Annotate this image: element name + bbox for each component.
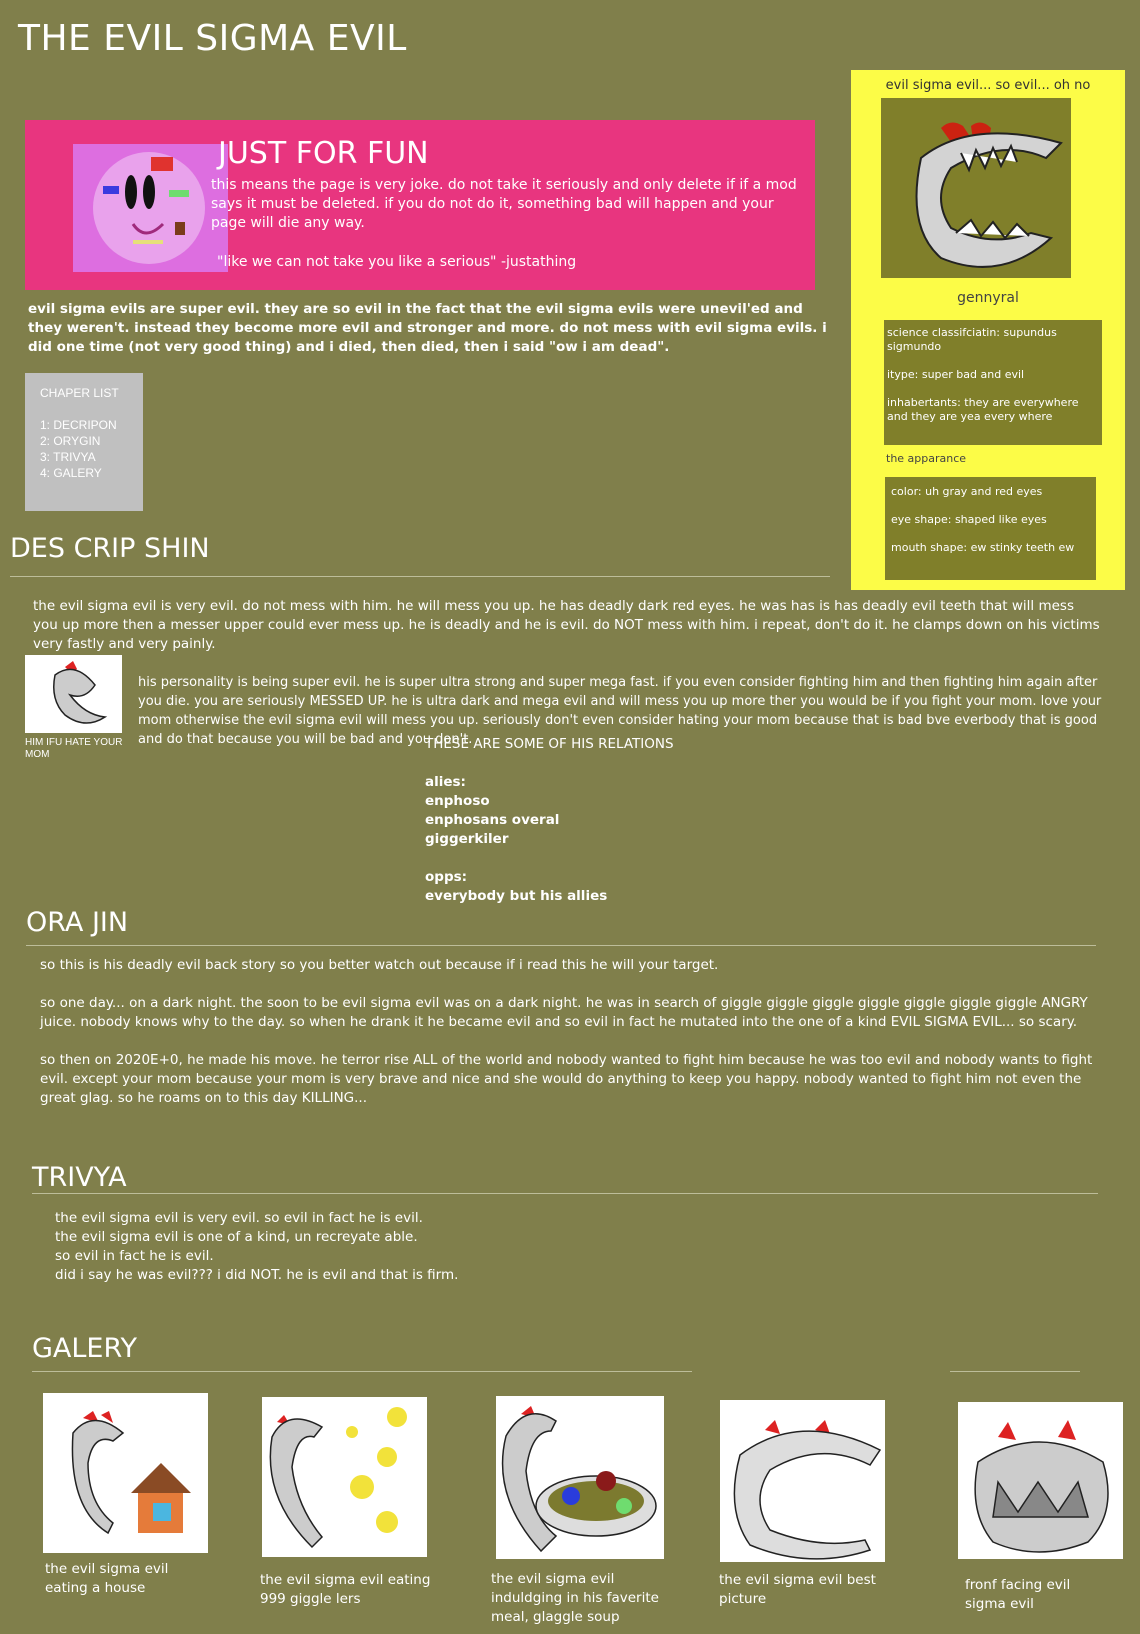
gallery-caption: the evil sigma evil induldging in his faverite meal, glaggle soup [491,1571,659,1625]
gallery-caption: the evil sigma evil best picture [719,1572,876,1607]
origin-paragraph: so then on 2020E+0, he made his move. he terror rise ALL of the world and nobody wanted to fight him because he was too evil and nobody wants to fight evil. except your mom because your mom is very brave and nice and she would do anything to keep you happy. nobody wanted to fight him not even the great glag. so he roams on to this day KILLING... [40,1052,1093,1106]
info-inhabitants: inhabertants: they are everywhere and they are yea every where [887,396,1079,423]
intro-text: evil sigma evils are super evil. they are so evil in the fact that the evil sigma evils were unevil'ed and they weren't. instead they become more evil and stronger and more. do not mess with evil sigma evils. i did one time (not very good thing) and i died, then died, then i said "ow i am dead". [28,301,827,355]
page-title: THE EVIL SIGMA EVIL [18,18,407,59]
chapter-link[interactable]: 4: GALERY [40,466,102,480]
gallery-image-glaggle-soup[interactable] [496,1396,664,1559]
gallery-caption: the evil sigma evil eating a house [45,1561,169,1596]
section-heading-trivia: TRIVYA [32,1162,127,1193]
origin-paragraph: so this is his deadly evil back story so you better watch out because if i read this he will your target. [40,957,719,973]
trivia-item: so evil in fact he is evil. [55,1248,214,1264]
chapter-list [25,373,143,511]
just-for-fun-banner [25,120,815,290]
divider [32,1371,692,1372]
allies-label: alies: [425,774,466,790]
fun-quote: "like we can not take you like a serious" -justathing [217,254,577,270]
ally-item: giggerkiler [425,831,509,847]
infobox-appearance-panel [885,477,1096,580]
description-paragraph-2: his personality is being super evil. he is super ultra strong and super mega fast. if you even consider fighting him and then fighting him again after you die. you are seriously MESSED UP. he is ultra dark and mega evil and will mess you up more ther you would be if you fight your mom. love your mom otherwise the evil sigma evil will mess you up. seriously don't even consider hating your mom because that is bad bve everbody that is good and do that because you will be bad and you don't. [138,675,1102,747]
divider [26,945,1096,946]
section-heading-origin: ORA JIN [26,907,129,938]
origin-text [40,956,1100,1127]
infobox-image [881,98,1071,278]
infobox-caption: evil sigma evil... so evil... oh no [885,78,1091,93]
divider [950,1371,1080,1372]
appearance-label: the apparance [886,452,967,465]
section-heading-gallery: GALERY [32,1333,138,1364]
trivia-item: did i say he was evil??? i did NOT. he is evil and that is firm. [55,1267,459,1283]
description-paragraph-1: the evil sigma evil is very evil. do not mess with him. he will mess you up. he has deadly dark red eyes. he was has is has deadly evil teeth that will mess you up more then a messer upper could ever mess up. he is deadly and he is evil. do NOT mess with him. i repeat, don't do it. he clamps down on his victims very fastly and very painly. [33,598,1100,652]
info-type: itype: super bad and evil [887,368,1025,381]
info-classification: science classifciatin: supundus sigmundo [887,326,1057,353]
fun-title: JUST FOR FUN [218,136,429,171]
gallery-caption: the evil sigma evil eating 999 giggle lers [260,1572,431,1607]
appearance-color: color: uh gray and red eyes [891,485,1043,498]
chapter-link[interactable]: 3: TRIVYA [40,450,96,464]
ally-item: enphoso [425,793,490,809]
gallery-image-best-picture[interactable] [720,1400,885,1562]
trivia-item: the evil sigma evil is one of a kind, un recreyate able. [55,1229,418,1245]
angry-evil-image [25,655,122,733]
divider [10,576,830,577]
opp-item: everybody but his allies [425,888,608,904]
gallery-image-front-facing[interactable] [958,1402,1123,1559]
chapter-list-title: CHAPER LIST [40,386,119,400]
divider [32,1193,1098,1194]
gallery-caption: fronf facing evil sigma evil [965,1577,1071,1612]
opps-label: opps: [425,869,468,885]
chapter-link[interactable]: 2: ORYGIN [40,434,101,448]
origin-paragraph: so one day... on a dark night. the soon to be evil sigma evil was on a dark night. he was in search of giggle giggle giggle giggle giggle giggle giggle ANGRY juice. nobody knows why to the day. so when he drank it he became evil and so evil in fact he mutated into the one of a kind EVIL SIGMA EVIL... so scary. [40,995,1088,1030]
chapter-link[interactable]: 1: DECRIPON [40,418,117,432]
infobox-general-panel [884,320,1102,445]
smiley-face-icon [73,144,228,272]
ally-item: enphosans overal [425,812,560,828]
appearance-eyes: eye shape: shaped like eyes [891,513,1047,526]
section-heading-description: DES CRIP SHIN [10,533,210,564]
gallery-image-house[interactable] [43,1393,208,1553]
relations-title: THESE ARE SOME OF HIS RELATIONS [425,736,674,752]
image-caption: HIM IFU HATE YOUR MOM [25,737,123,760]
appearance-mouth: mouth shape: ew stinky teeth ew [891,541,1075,554]
trivia-item: the evil sigma evil is very evil. so evil in fact he is evil. [55,1210,423,1226]
trivia-list [55,1209,755,1285]
infobox-heading: gennyral [957,290,1019,306]
fun-text: this means the page is very joke. do not take it seriously and only delete if if a mod says it must be deleted. if you do not do it, something bad will happen and your page will die any way. [211,177,797,231]
relations-list [425,735,685,906]
gallery-image-giggle-lers[interactable] [262,1397,427,1557]
infobox [851,70,1125,590]
